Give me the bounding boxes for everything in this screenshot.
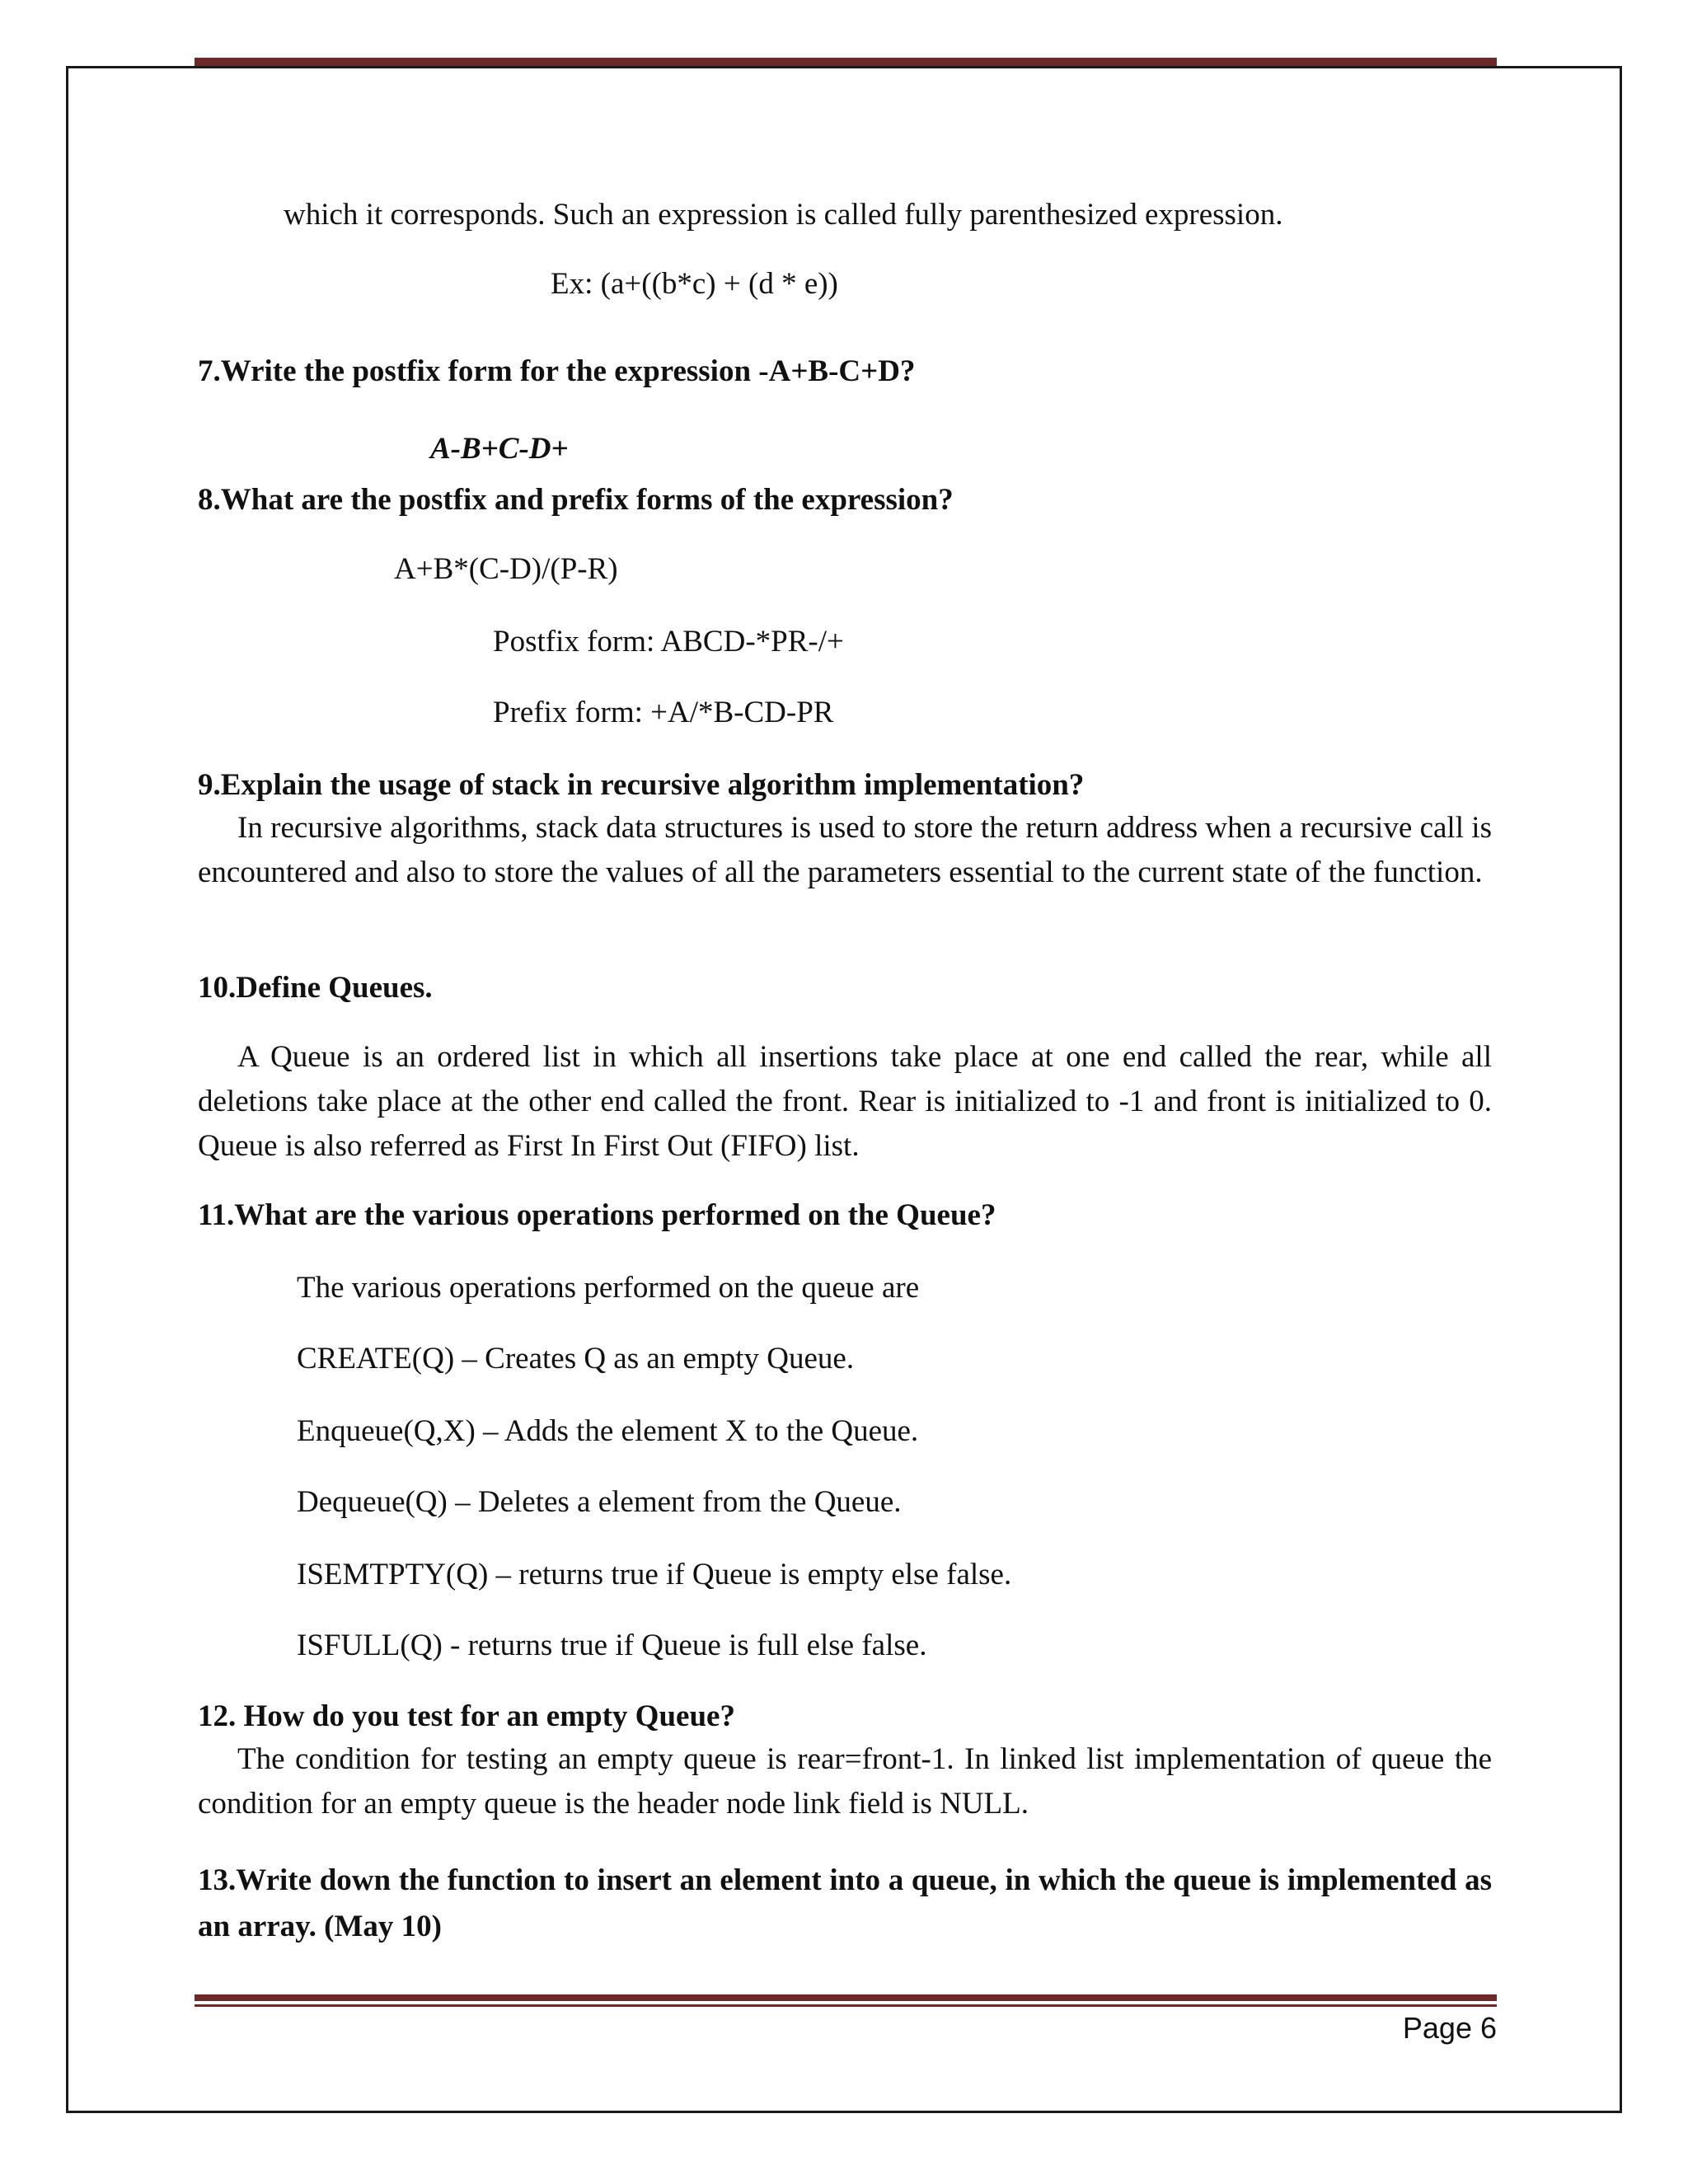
operation-item: ISFULL(Q) - returns true if Queue is full else false. (297, 1629, 927, 1662)
postfix-8: Postfix form: ABCD-*PR-/+ (493, 625, 844, 658)
question-8: 8.What are the postfix and prefix forms of the expression? (198, 483, 954, 517)
footer-rule-thin (195, 2004, 1497, 2007)
expression-8: A+B*(C-D)/(P-R) (394, 552, 618, 586)
answer-7: A-B+C-D+ (430, 432, 569, 466)
answer-9: In recursive algorithms, stack data structures is used to store the return address when a recursive call is encountered and also to store the values of all the parameters essential to the current state of the function. (198, 811, 1492, 889)
operation-item: ISEMTPTY(Q) – returns true if Queue is empty else false. (297, 1558, 1012, 1591)
page-number: Page 6 (1402, 2011, 1497, 2045)
operation-item: Enqueue(Q,X) – Adds the element X to the Queue. (297, 1414, 919, 1448)
answer-10: A Queue is an ordered list in which all insertions take place at one end called the rear, while all deletions take place at the other end called the front. Rear is initialized to -1 and front is initialized to 0. Queue is also referred as First In First Out (FIFO) list. (198, 1040, 1492, 1163)
question-11: 11.What are the various operations performed on the Queue? (198, 1198, 996, 1232)
intro-line: which it corresponds. Such an expression is called fully parenthesized expression. (284, 198, 1283, 232)
header-rule (195, 58, 1497, 66)
question-10: 10.Define Queues. (198, 971, 433, 1005)
operation-item: CREATE(Q) – Creates Q as an empty Queue. (297, 1342, 855, 1376)
footer-rule (195, 1994, 1497, 2001)
operation-item: Dequeue(Q) – Deletes a element from the Queue. (297, 1485, 902, 1519)
question-7: 7.Write the postfix form for the expression -A+B-C+D? (198, 354, 916, 388)
question-13: 13.Write down the function to insert an element into a queue, in which the queue is implemented as an array. (May 10) (198, 1863, 1492, 1943)
question-12: 12. How do you test for an empty Queue? (198, 1699, 735, 1733)
intro-example: Ex: (a+((b*c) + (d * e)) (551, 267, 838, 301)
prefix-8: Prefix form: +A/*B-CD-PR (493, 696, 834, 729)
operations-intro: The various operations performed on the queue are (297, 1271, 920, 1305)
question-9: 9.Explain the usage of stack in recursive algorithm implementation? (198, 768, 1085, 802)
answer-12: The condition for testing an empty queue is rear=front-1. In linked list implementation of queue the condition for an empty queue is the header node link field is NULL. (198, 1742, 1492, 1821)
